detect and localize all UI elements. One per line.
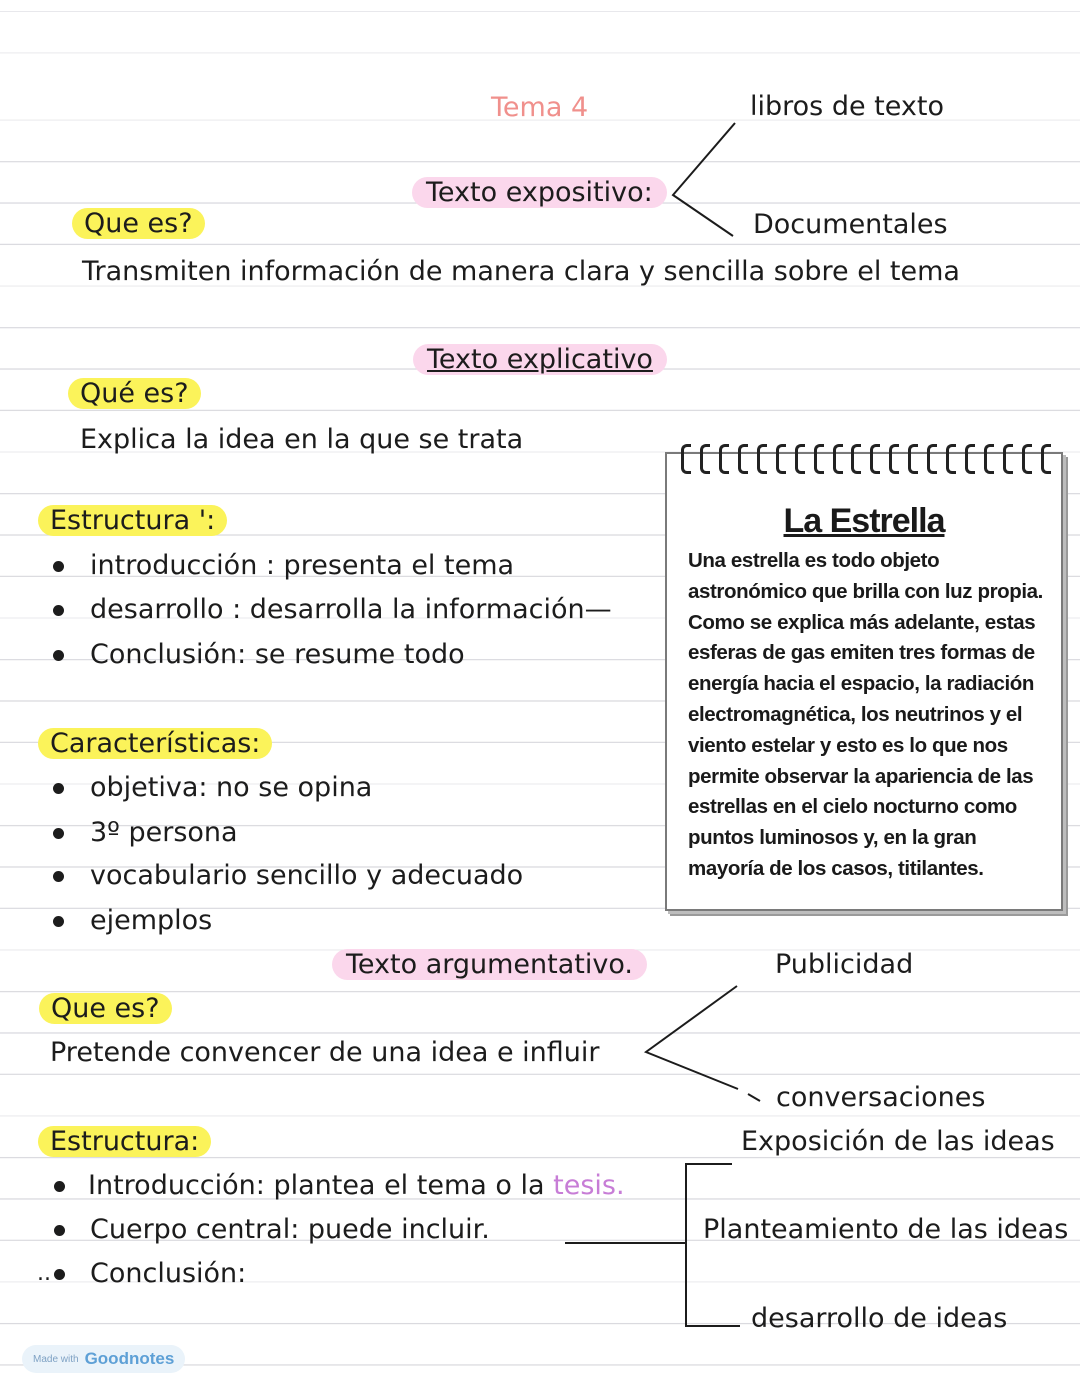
list-item: vocabulario sencillo y adecuado	[90, 860, 524, 891]
list-item: objetiva: no se opina	[90, 772, 373, 803]
explicativo-question: Qué es?	[80, 377, 201, 411]
argumentativo-branch-bottom: conversaciones	[776, 1082, 986, 1113]
argumentativo-question: Que es?	[51, 992, 172, 1026]
notepad-image	[665, 452, 1063, 911]
body-option: Planteamiento de las ideas	[703, 1214, 1069, 1245]
list-item: Conclusión:	[90, 1258, 247, 1289]
explicativo-features-label: Características:	[50, 727, 272, 761]
bullet-icon	[53, 783, 64, 794]
explicativo-heading: Texto explicativo	[427, 343, 667, 377]
list-item: Introducción: plantea el tema o la tesis.	[88, 1170, 625, 1201]
explicativo-answer: Explica la idea en la que se trata	[80, 424, 524, 455]
list-item: Conclusión: se resume todo	[90, 639, 465, 670]
list-item: introducción : presenta el tema	[90, 550, 515, 581]
expositivo-branch-bottom: Documentales	[753, 209, 948, 240]
notepad-paragraph: Como se explica más adelante, estas esferas de gas emiten tres formas de energía hacia el espacio, la radiación electromagnética, los neutrinos y el viento estelar y esto es lo que nos permite observar la apariencia de las estrellas en el cielo nocturno como puntos luminosos y, en la gran mayoría de los casos, titilantes.	[688, 610, 1036, 880]
notepad-paragraph: Una estrella es todo objeto astronómico que brilla con luz propia.	[688, 549, 1043, 603]
bullet-icon	[54, 1269, 65, 1280]
argumentativo-branch-top: Publicidad	[775, 949, 914, 980]
notepad-title: La Estrella	[783, 502, 945, 540]
bullet-icon	[53, 871, 64, 882]
page-title: Tema 4	[491, 92, 589, 123]
thesis-highlight: tesis.	[553, 1170, 625, 1201]
expositivo-question: Que es?	[84, 207, 205, 241]
argumentativo-structure-label: Estructura:	[50, 1125, 211, 1159]
bullet-icon	[53, 650, 64, 661]
argumentativo-heading: Texto argumentativo.	[346, 948, 647, 982]
bullet-icon	[53, 916, 64, 927]
bullet-icon	[54, 1225, 65, 1236]
goodnotes-badge: Made with Goodnotes	[22, 1345, 185, 1373]
bullet-icon	[54, 1181, 65, 1192]
body-option: desarrollo de ideas	[751, 1303, 1008, 1334]
list-item: ejemplos	[90, 905, 213, 936]
notepad-body	[688, 546, 1048, 885]
list-item: 3º persona	[90, 817, 238, 848]
expositivo-heading: Texto expositivo:	[426, 176, 667, 210]
spiral-binding	[681, 444, 1051, 478]
bullet-icon	[53, 561, 64, 572]
body-option: Exposición de las ideas	[741, 1126, 1055, 1157]
dots-mark: ..	[37, 1261, 51, 1286]
bullet-icon	[53, 605, 64, 616]
bullet-icon	[53, 828, 64, 839]
list-item: desarrollo : desarrolla la información—	[90, 594, 612, 625]
expositivo-branch-top: libros de texto	[750, 91, 944, 122]
list-item: Cuerpo central: puede incluir.	[90, 1214, 490, 1245]
argumentativo-answer: Pretende convencer de una idea e influir	[50, 1037, 600, 1068]
explicativo-structure-label: Estructura ':	[50, 504, 227, 538]
expositivo-answer: Transmiten información de manera clara y sencilla sobre el tema	[82, 256, 960, 287]
